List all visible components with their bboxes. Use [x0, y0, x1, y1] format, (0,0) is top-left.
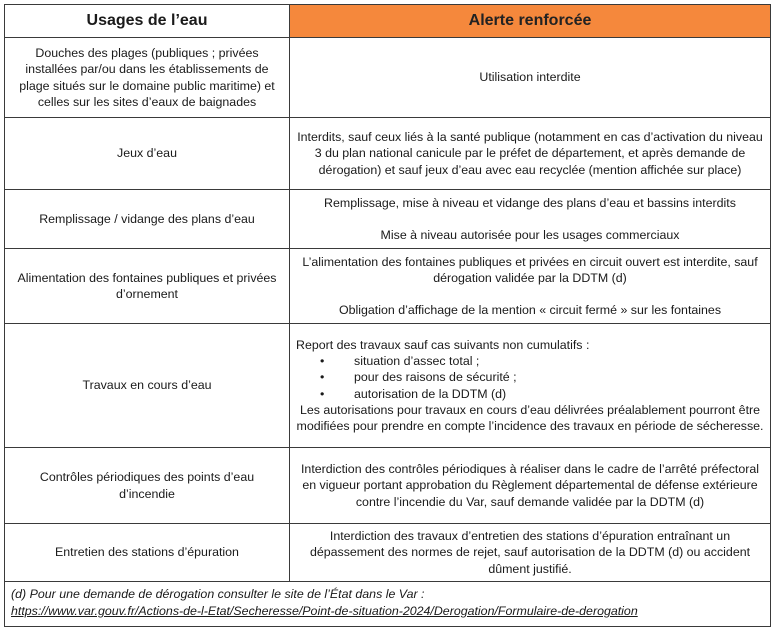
usage-cell: Contrôles périodiques des points d’eau d’incendie — [5, 448, 290, 524]
rule-text: Mise à niveau autorisée pour les usages commerciaux — [380, 228, 680, 242]
header-alerte-renforcee: Alerte renforcée — [290, 5, 771, 38]
restrictions-table — [4, 4, 771, 627]
list-item: • autorisation de la DDTM (d) — [296, 386, 764, 402]
table-row — [5, 38, 771, 118]
rule-outro: Les autorisations pour travaux en cours d’eau délivrées préalablement pourront être modifiées pour prendre en compte l’incidence des travaux en période de sécheresse. — [296, 402, 764, 433]
rule-text: Interdits, sauf ceux liés à la santé publique (notamment en cas d’activation du niveau 3 du plan national canicule par le préfet de département, et après demande de dérogation) et sauf jeux d’eau avec eau recyclée (mention affichée sur place) — [297, 130, 763, 177]
rule-text: Obligation d’affichage de la mention « circuit fermé » sur les fontaines — [338, 303, 722, 318]
usage-cell: Entretien des stations d’épuration — [5, 524, 290, 582]
usage-cell: Douches des plages (publiques ; privées installées par/ou dans les établissements de plage situés sur le domaine public maritime) et celles sur les sites d’eaux de baignades — [5, 38, 290, 118]
usage-cell: Jeux d’eau — [5, 118, 290, 190]
rule-text: Utilisation interdite — [479, 70, 581, 85]
footer-note-cell — [5, 582, 771, 627]
usage-cell: Travaux en cours d’eau — [5, 324, 290, 448]
rule-bullet-list — [296, 353, 764, 402]
rule-intro: Report des travaux sauf cas suivants non cumulatifs : — [296, 337, 590, 352]
footer-note: (d) Pour une demande de dérogation consulter le site de l’État dans le Var : — [11, 587, 425, 601]
rule-cell — [290, 190, 771, 249]
rule-cell — [290, 118, 771, 190]
rule-cell — [290, 249, 771, 324]
derogation-form-link[interactable]: https://www.var.gouv.fr/Actions-de-l-Etat/Secheresse/Point-de-situation-2024/Derogation/Formulaire-de-derogation — [11, 604, 638, 618]
footer-row — [5, 582, 771, 627]
header-usages: Usages de l’eau — [5, 5, 290, 38]
table-row — [5, 524, 771, 582]
table-row — [5, 249, 771, 324]
rule-text: Remplissage, mise à niveau et vidange des plans d’eau et bassins interdits — [324, 195, 736, 210]
usage-cell: Remplissage / vidange des plans d’eau — [5, 190, 290, 249]
water-restrictions-document — [4, 4, 770, 627]
table-header-row — [5, 5, 771, 38]
table-row — [5, 190, 771, 249]
rule-cell — [290, 448, 771, 524]
list-item: • situation d’assec total ; — [296, 353, 764, 369]
table-row — [5, 324, 771, 448]
rule-text: L’alimentation des fontaines publiques et privées en circuit ouvert est interdite, sauf dérogation validée par la DDTM (d) — [302, 254, 758, 285]
rule-text: Interdiction des contrôles périodiques à réaliser dans le cadre de l’arrêté préfectoral en vigueur portant approbation du Règlement départemental de défense extérieure contre l’incendie du Var, sauf demande validée par la DDTM (d) — [300, 462, 760, 509]
table-row — [5, 448, 771, 524]
rule-cell — [290, 324, 771, 448]
rule-text: Interdiction des travaux d’entretien des stations d’épuration entraînant un dépassement des normes de rejet, sauf autorisation de la DDTM (d) ou accident dûment justifié. — [309, 529, 751, 576]
rule-cell — [290, 38, 771, 118]
list-item: • pour des raisons de sécurité ; — [296, 369, 764, 385]
usage-cell: Alimentation des fontaines publiques et privées d’ornement — [5, 249, 290, 324]
table-row — [5, 118, 771, 190]
rule-cell — [290, 524, 771, 582]
